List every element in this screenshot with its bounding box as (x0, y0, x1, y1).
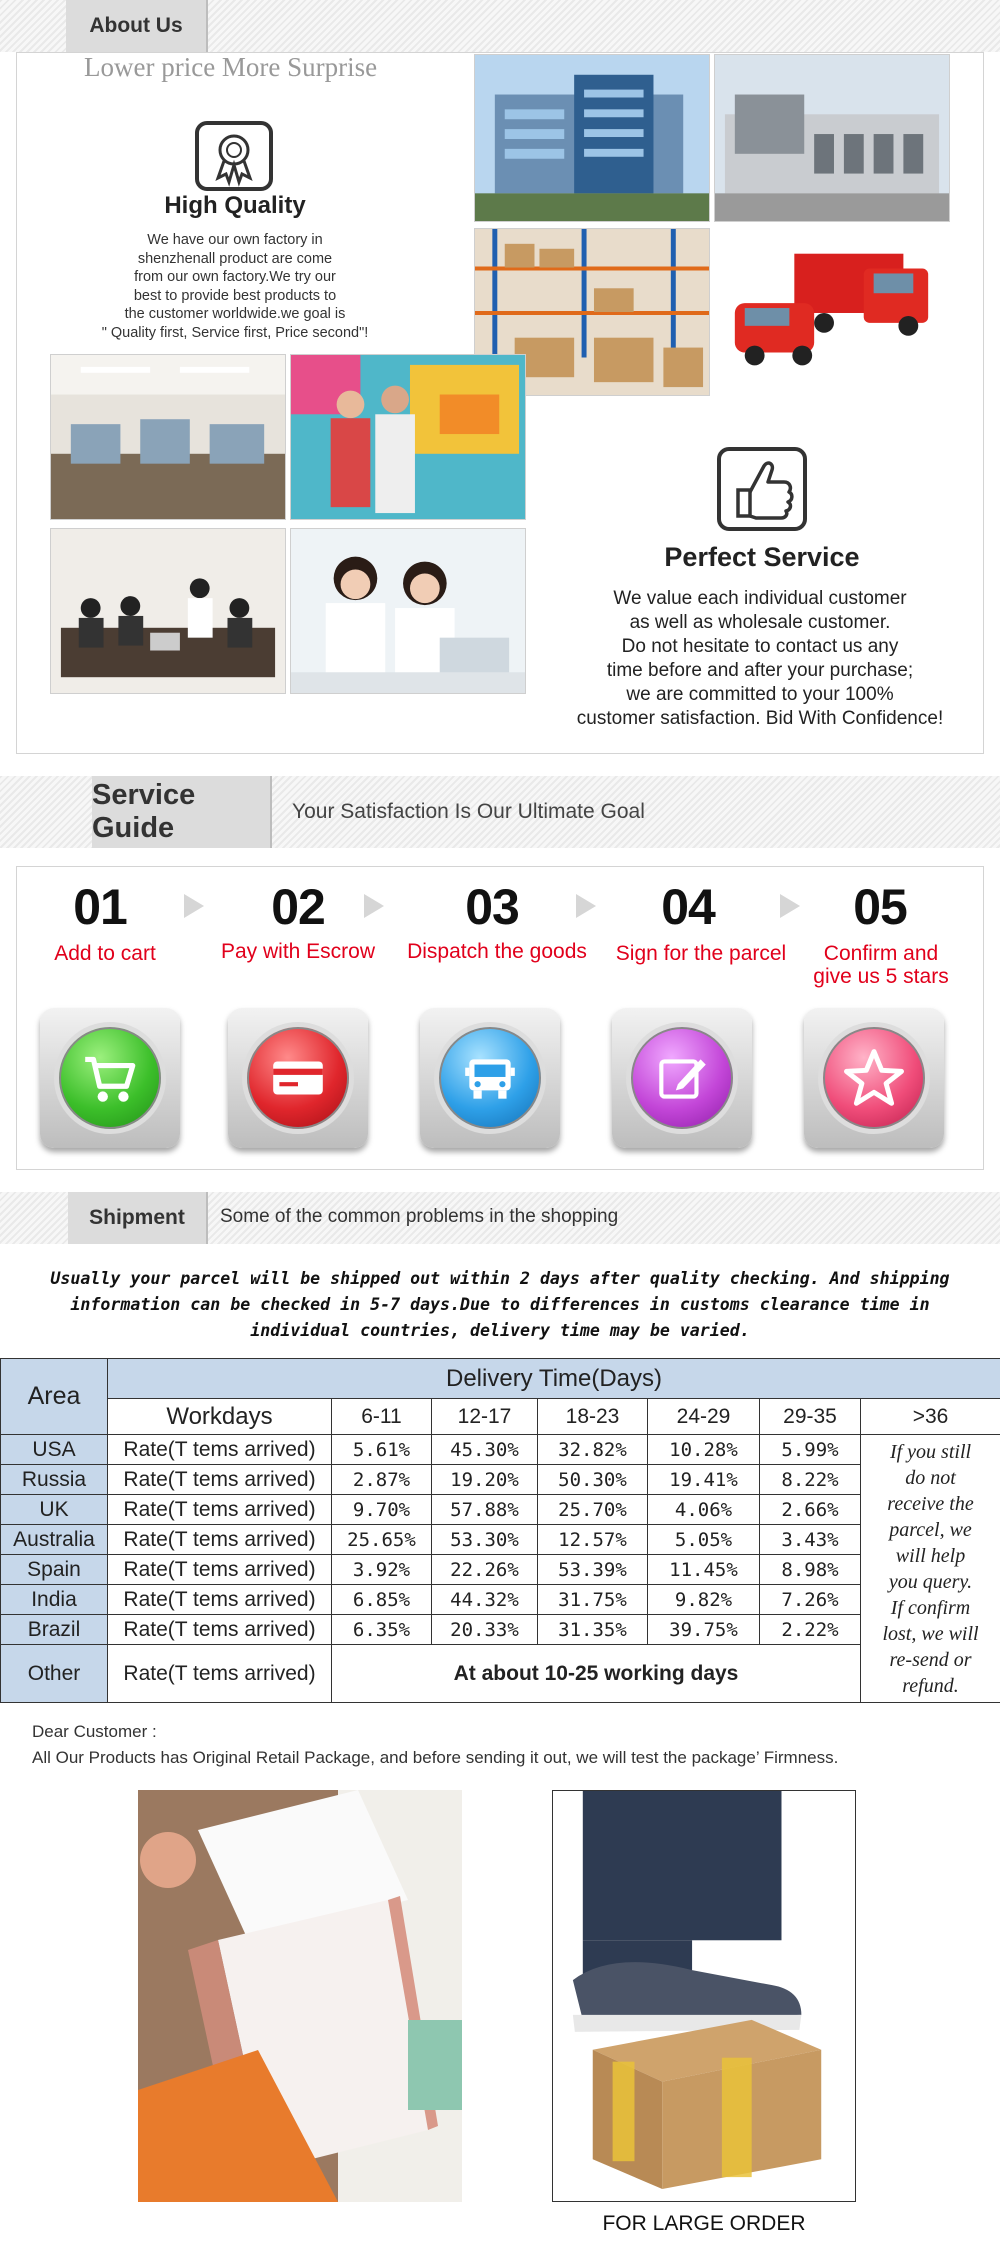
rate-cell: 25.65% (332, 1525, 432, 1555)
shipping-notice (10, 1266, 990, 1344)
workdays-cell: Rate(T tems arrived) (108, 1645, 332, 1703)
range-header: 24-29 (648, 1399, 760, 1435)
package-statement: All Our Products has Original Retail Package, and before sending it out, we will test the package’ Firmness. (32, 1748, 839, 1767)
star-icon (841, 1045, 907, 1111)
delivery-time-table (0, 1358, 1000, 1703)
refund-note-line: receive the (887, 1493, 974, 1515)
rate-cell: 20.33% (432, 1615, 538, 1645)
high-quality-line: the customer worldwide.we goal is (124, 306, 346, 322)
workdays-cell: Rate(T tems arrived) (108, 1465, 332, 1495)
perfect-service-line: Do not hesitate to contact us any (621, 636, 899, 657)
rate-cell: 2.66% (760, 1495, 861, 1525)
table-row (1, 1615, 1000, 1645)
rate-cell: 2.22% (760, 1615, 861, 1645)
sign-edit-icon (651, 1047, 713, 1109)
step-number-2: 02 (271, 879, 325, 935)
delivery-trucks-photo (714, 228, 950, 396)
step-label-2: Pay with Escrow (220, 940, 376, 963)
high-quality-line: We have our own factory in (147, 232, 323, 248)
thumbs-up-icon (716, 446, 808, 532)
rate-cell: 11.45% (648, 1555, 760, 1585)
refund-note-line: parcel, we (889, 1519, 972, 1541)
shipment-tab: Shipment (68, 1192, 208, 1244)
step-label-5 (776, 942, 986, 988)
workdays-cell: Rate(T tems arrived) (108, 1555, 332, 1585)
ribbon-badge-icon (194, 120, 274, 192)
service-guide-subtitle: Your Satisfaction Is Our Ultimate Goal (292, 800, 645, 823)
workdays-cell: Rate(T tems arrived) (108, 1585, 332, 1615)
refund-note-line: refund. (902, 1675, 959, 1697)
rate-cell: 5.61% (332, 1435, 432, 1465)
shipping-notice-line: individual countries, delivery time may be varied. (250, 1321, 750, 1340)
sign-for-parcel-button[interactable] (612, 1008, 752, 1148)
area-cell: USA (1, 1435, 108, 1465)
table-row (1, 1435, 1000, 1465)
area-cell: India (1, 1585, 108, 1615)
step-label-3: Dispatch the goods (407, 940, 587, 963)
credit-card-icon (267, 1047, 329, 1109)
rate-cell: 9.82% (648, 1585, 760, 1615)
range-header: 29-35 (760, 1399, 861, 1435)
rate-cell: 25.70% (538, 1495, 648, 1525)
shopping-cart-icon (79, 1047, 141, 1109)
high-quality-line: best to provide best products to (133, 287, 337, 304)
area-cell: Australia (1, 1525, 108, 1555)
rate-cell: 31.75% (538, 1585, 648, 1615)
range-header: 12-17 (432, 1399, 538, 1435)
refund-note-line: do not (905, 1467, 956, 1489)
area-cell: Spain (1, 1555, 108, 1585)
workdays-cell: Rate(T tems arrived) (108, 1495, 332, 1525)
showroom-photo (290, 354, 526, 520)
rate-cell: 3.92% (332, 1555, 432, 1585)
rate-cell: 45.30% (432, 1435, 538, 1465)
box-firmness-test-photo (552, 1790, 856, 2202)
rate-cell: 39.75% (648, 1615, 760, 1645)
truck-icon (459, 1047, 521, 1109)
shipment-subtitle: Some of the common problems in the shopping (220, 1206, 619, 1227)
slogan: Lower price More Surprise (84, 52, 378, 82)
pay-with-escrow-button[interactable] (228, 1008, 368, 1148)
dear-customer-label: Dear Customer : (32, 1722, 157, 1741)
rate-cell: 2.87% (332, 1465, 432, 1495)
refund-note-line: you query. (888, 1571, 973, 1593)
confirm-five-stars-button[interactable] (804, 1008, 944, 1148)
high-quality-title: High Quality (164, 192, 306, 219)
refund-note (861, 1435, 1000, 1703)
area-header: Area (1, 1359, 108, 1435)
step-label-4: Sign for the parcel (615, 942, 787, 965)
rate-cell: 19.41% (648, 1465, 760, 1495)
table-row (1, 1645, 1000, 1703)
perfect-service-line: We value each individual customer (613, 588, 907, 609)
rate-cell: 6.85% (332, 1585, 432, 1615)
high-quality-line: from our own factory.We try our (134, 269, 336, 285)
step-arrow-icon (780, 894, 800, 918)
rate-cell: 7.26% (760, 1585, 861, 1615)
refund-note-line: re-send or (889, 1649, 972, 1671)
warehouse-exterior-photo (714, 54, 950, 222)
step-number-4: 04 (661, 879, 715, 935)
step-label-1: Add to cart (54, 942, 156, 965)
step-number-5: 05 (853, 879, 907, 935)
area-cell: Brazil (1, 1615, 108, 1645)
factory-building-photo (474, 54, 710, 222)
perfect-service-title: Perfect Service (664, 542, 860, 572)
rate-cell: 31.35% (538, 1615, 648, 1645)
area-cell: UK (1, 1495, 108, 1525)
high-quality-text (70, 231, 400, 342)
rate-cell: 5.05% (648, 1525, 760, 1555)
table-row (1, 1465, 1000, 1495)
refund-note-line: lost, we will (882, 1623, 979, 1645)
rate-cell: 53.30% (432, 1525, 538, 1555)
step-number-3: 03 (465, 879, 519, 935)
range-header: 6-11 (332, 1399, 432, 1435)
rate-cell: 57.88% (432, 1495, 538, 1525)
rate-cell: 32.82% (538, 1435, 648, 1465)
workdays-cell: Rate(T tems arrived) (108, 1615, 332, 1645)
rate-cell: 5.99% (760, 1435, 861, 1465)
step-number-1: 01 (73, 879, 127, 935)
rate-cell: 44.32% (432, 1585, 538, 1615)
step-label-5-line: Confirm and (823, 942, 939, 965)
area-cell: Russia (1, 1465, 108, 1495)
high-quality-line: " Quality first, Service first, Price second"! (101, 324, 369, 341)
rate-cell: 22.26% (432, 1555, 538, 1585)
perfect-service-line: customer satisfaction. Bid With Confidence! (576, 708, 944, 729)
rate-cell: 3.43% (760, 1525, 861, 1555)
shipping-notice-line: Usually your parcel will be shipped out within 2 days after quality checking. And shipping (50, 1269, 950, 1288)
about-us-tab: About Us (66, 0, 208, 52)
step-arrow-icon (184, 894, 204, 918)
rate-cell: 50.30% (538, 1465, 648, 1495)
refund-note-line: If you still (889, 1441, 972, 1463)
rate-cell: 8.22% (760, 1465, 861, 1495)
rate-cell: 10.28% (648, 1435, 760, 1465)
range-header: 18-23 (538, 1399, 648, 1435)
table-row (1, 1555, 1000, 1585)
rate-cell: 53.39% (538, 1555, 648, 1585)
add-to-cart-button[interactable] (40, 1008, 180, 1148)
rate-cell: 19.20% (432, 1465, 538, 1495)
office-photo (50, 354, 286, 520)
rate-cell: 6.35% (332, 1615, 432, 1645)
large-order-caption: FOR LARGE ORDER (602, 2212, 806, 2235)
range-header: >36 (861, 1399, 1000, 1435)
table-row (1, 1585, 1000, 1615)
perfect-service-line: as well as wholesale customer. (629, 612, 891, 633)
meeting-room-photo (50, 528, 286, 694)
perfect-service-line: we are committed to your 100% (626, 684, 894, 705)
service-guide-tab: Service Guide (92, 776, 272, 848)
dispatch-goods-button[interactable] (420, 1008, 560, 1148)
perfect-service-line: time before and after your purchase; (606, 660, 914, 681)
table-row (1, 1495, 1000, 1525)
rate-cell: 8.98% (760, 1555, 861, 1585)
refund-note-line: If confirm (890, 1597, 971, 1619)
other-delivery-time: At about 10-25 working days (332, 1645, 861, 1703)
workdays-cell: Rate(T tems arrived) (108, 1525, 332, 1555)
area-cell: Other (1, 1645, 108, 1703)
perfect-service-text (540, 587, 980, 731)
step-arrow-icon (576, 894, 596, 918)
rate-cell: 4.06% (648, 1495, 760, 1525)
workdays-cell: Rate(T tems arrived) (108, 1435, 332, 1465)
refund-note-line: will help (895, 1545, 966, 1567)
table-row (1, 1525, 1000, 1555)
high-quality-line: shenzhenall product are come (137, 250, 333, 267)
staff-laptop-photo (290, 528, 526, 694)
step-label-5-line: give us 5 stars (813, 965, 949, 988)
rate-cell: 12.57% (538, 1525, 648, 1555)
shipping-notice-line: information can be checked in 5-7 days.Due to differences in customs clearance time in (70, 1295, 930, 1314)
delivery-time-header: Delivery Time(Days) (108, 1359, 1000, 1399)
step-arrow-icon (364, 894, 384, 918)
workdays-header: Workdays (108, 1399, 332, 1435)
rate-cell: 9.70% (332, 1495, 432, 1525)
retail-package-box-photo (138, 1790, 462, 2202)
